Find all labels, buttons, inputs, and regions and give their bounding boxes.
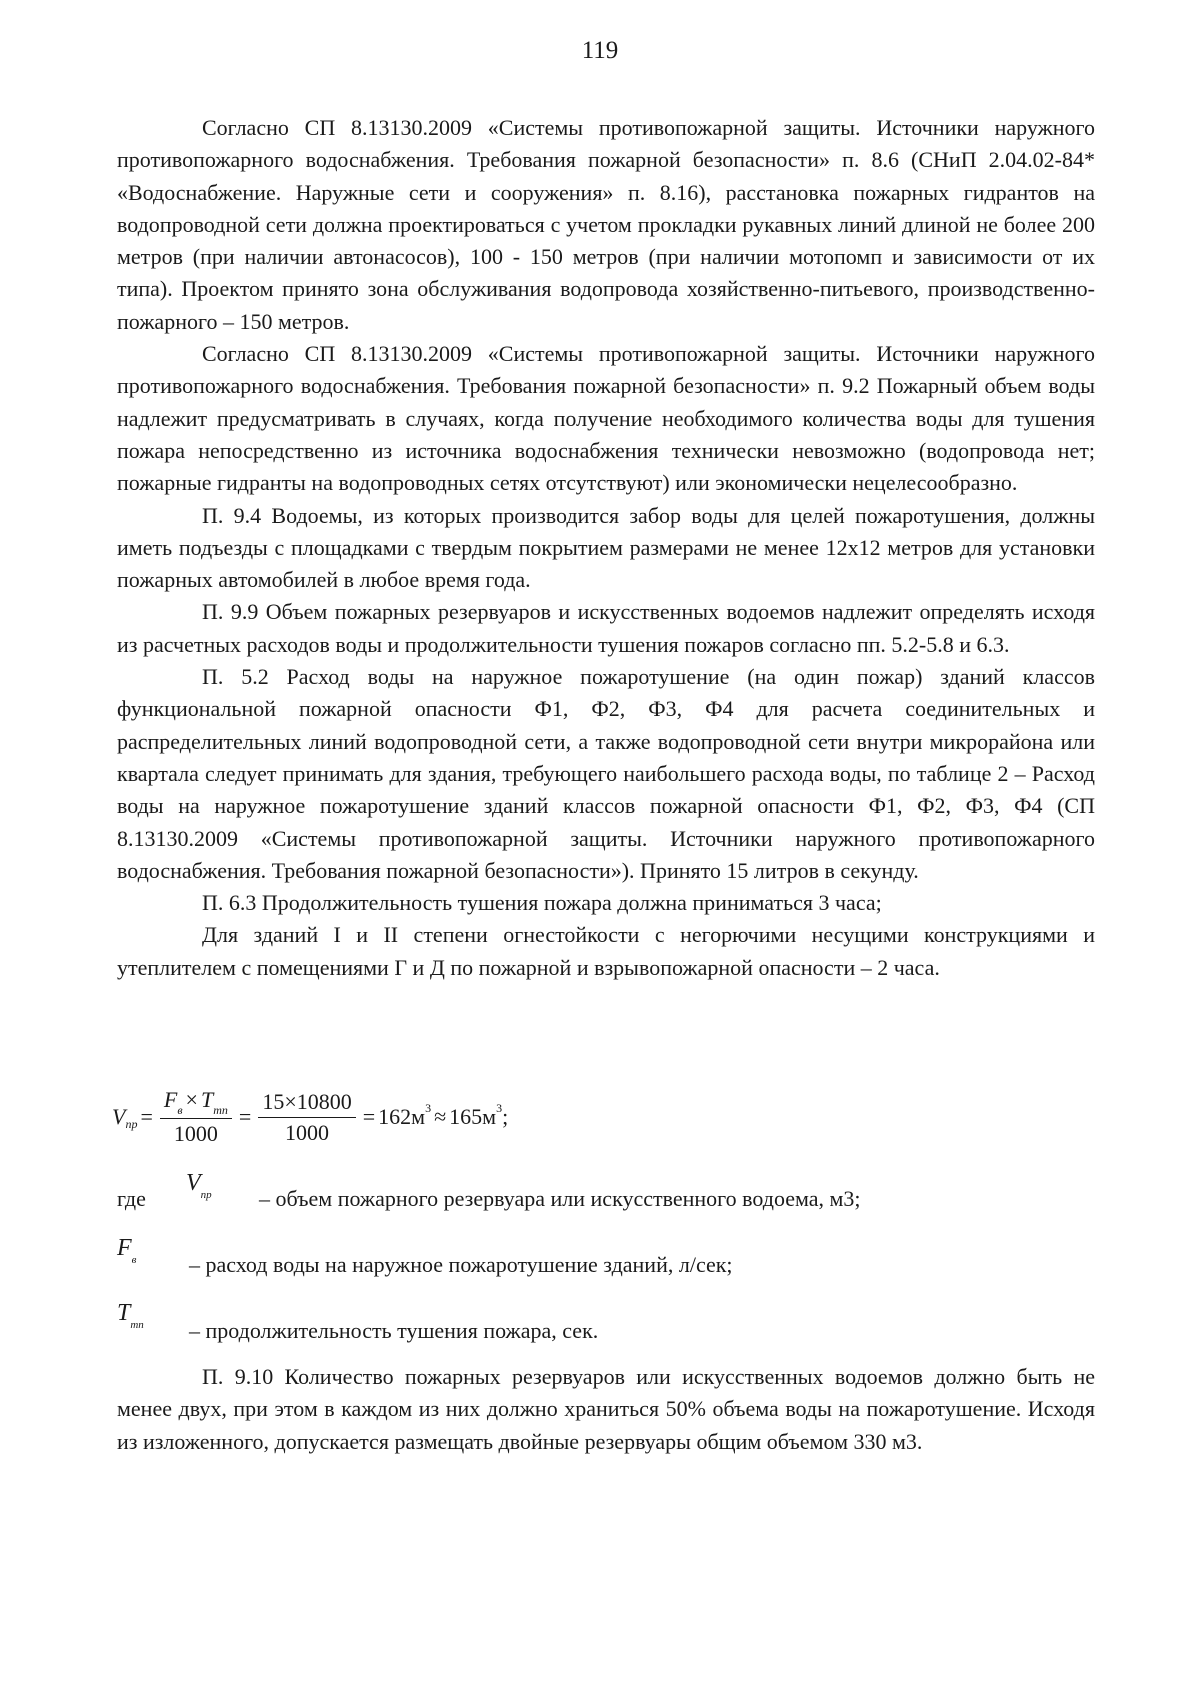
- formula-result-rounded: 165м: [449, 1104, 497, 1129]
- final-text: [117, 1361, 1095, 1458]
- page-number: 119: [581, 37, 619, 64]
- paragraph-9-4: П. 9.4 Водоемы, из которых производится забор воды для целей пожаротушения, должны иметь подъезды с площадками с твердым покрытием размерами не менее 12х12 метров для установки пожарных автомобилей в любое время года.: [117, 502, 1095, 593]
- formula-fraction-symbolic: $\frac{F_в \times T_{тп}}{1000}$: [160, 1087, 232, 1147]
- formula-fraction-numeric: $\frac{15\times 10800}{1000}$: [258, 1089, 355, 1146]
- paragraph-sp-9-2: Согласно СП 8.13130.2009 «Системы противопожарной защиты. Источники наружного противопожарного водоснабжения. Требования пожарной безопасности» п. 9.2 Пожарный объем воды надлежит предусматривать в случаях, когда получение необходимого количества воды для тушения пожара непосредственно из источника водоснабжения технически невозможно (водопровода нет; пожарные гидранты на водопроводных сетях отсутствуют) или экономически нецелесообразно.: [117, 341, 1095, 496]
- var-v-symbol: $V_{пр}$: [186, 1170, 212, 1201]
- var-t-definition: – продолжительность тушения пожара, сек.: [189, 1318, 599, 1343]
- paragraph-5-2: П. 5.2 Расход воды на наружное пожаротушение (на один пожар) зданий классов функциональной пожарной опасности Ф1, Ф2, Ф3, Ф4 для расчета соединительных и распределительных линий водопроводной сети, а также водопроводной сети внутри микрорайона или квартала следует принимать для здания, требующего наибольшего расхода воды, по таблице 2 – Расход воды на наружное пожаротушение зданий классов пожарной опасности Ф1, Ф2, Ф3, Ф4 (СП 8.13130.2009 «Системы противопожарной защиты. Источники наружного противопожарного водоснабжения. Требования пожарной безопасности»). Принято 15 литров в секунду.: [117, 664, 1095, 883]
- formula-lhs: V: [112, 1104, 126, 1129]
- paragraph-9-9: П. 9.9 Объем пожарных резервуаров и искусственных водоемов надлежит определять исходя из расчетных расходов воды и продолжительности тушения пожаров согласно пп. 5.2-5.8 и 6.3.: [117, 599, 1095, 657]
- var-f-definition: – расход воды на наружное пожаротушение зданий, л/сек;: [189, 1252, 733, 1277]
- where-label: где: [117, 1186, 146, 1211]
- paragraph-9-10: П. 9.10 Количество пожарных резервуаров или искусственных водоемов должно быть не менее двух, при этом в каждом из них должно храниться 50% объема воды на пожаротушение. Исходя из изложенного, допускается размещать двойные резервуары общим объемом 330 м3.: [117, 1364, 1095, 1454]
- paragraph-fire-resistance: Для зданий I и II степени огнестойкости с негорючими несущими конструкциями и утеплителем с помещениями Г и Д по пожарной и взрывопожарной опасности – 2 часа.: [117, 922, 1095, 980]
- formula-lhs-sub: пр: [125, 1116, 138, 1131]
- paragraph-sp-8-6: Согласно СП 8.13130.2009 «Системы противопожарной защиты. Источники наружного противопожарного водоснабжения. Требования пожарной безопасности» п. 8.6 (СНиП 2.04.02-84* «Водоснабжение. Наружные сети и сооружения» п. 8.16), расстановка пожарных гидрантов на водопроводной сети должна проектироваться с учетом прокладки рукавных линий длиной не более 200 метров (при наличии автонасосов), 100 - 150 метров (при наличии мотопомп и зависимости от их типа). Проектом принято зона обслуживания водопровода хозяйственно-питьевого, производственно-пожарного – 150 метров.: [117, 115, 1095, 334]
- var-f-symbol: $F_в$: [117, 1235, 137, 1266]
- paragraph-6-3: П. 6.3 Продолжительность тушения пожара должна приниматься 3 часа;: [202, 890, 882, 916]
- var-t-symbol: $T_{тп}$: [117, 1300, 144, 1331]
- formula-result-exact: 162м: [378, 1104, 426, 1129]
- volume-formula: V пр = $\frac{F_в \times T_{тп}}{1000}$ = $\frac{15\times 10800}{1000}$ = 162м 3 ≈ 165м 3 ;: [112, 1087, 509, 1146]
- body-text: [117, 112, 1095, 984]
- var-v-definition: – объем пожарного резервуара или искусственного водоема, м3;: [259, 1186, 861, 1211]
